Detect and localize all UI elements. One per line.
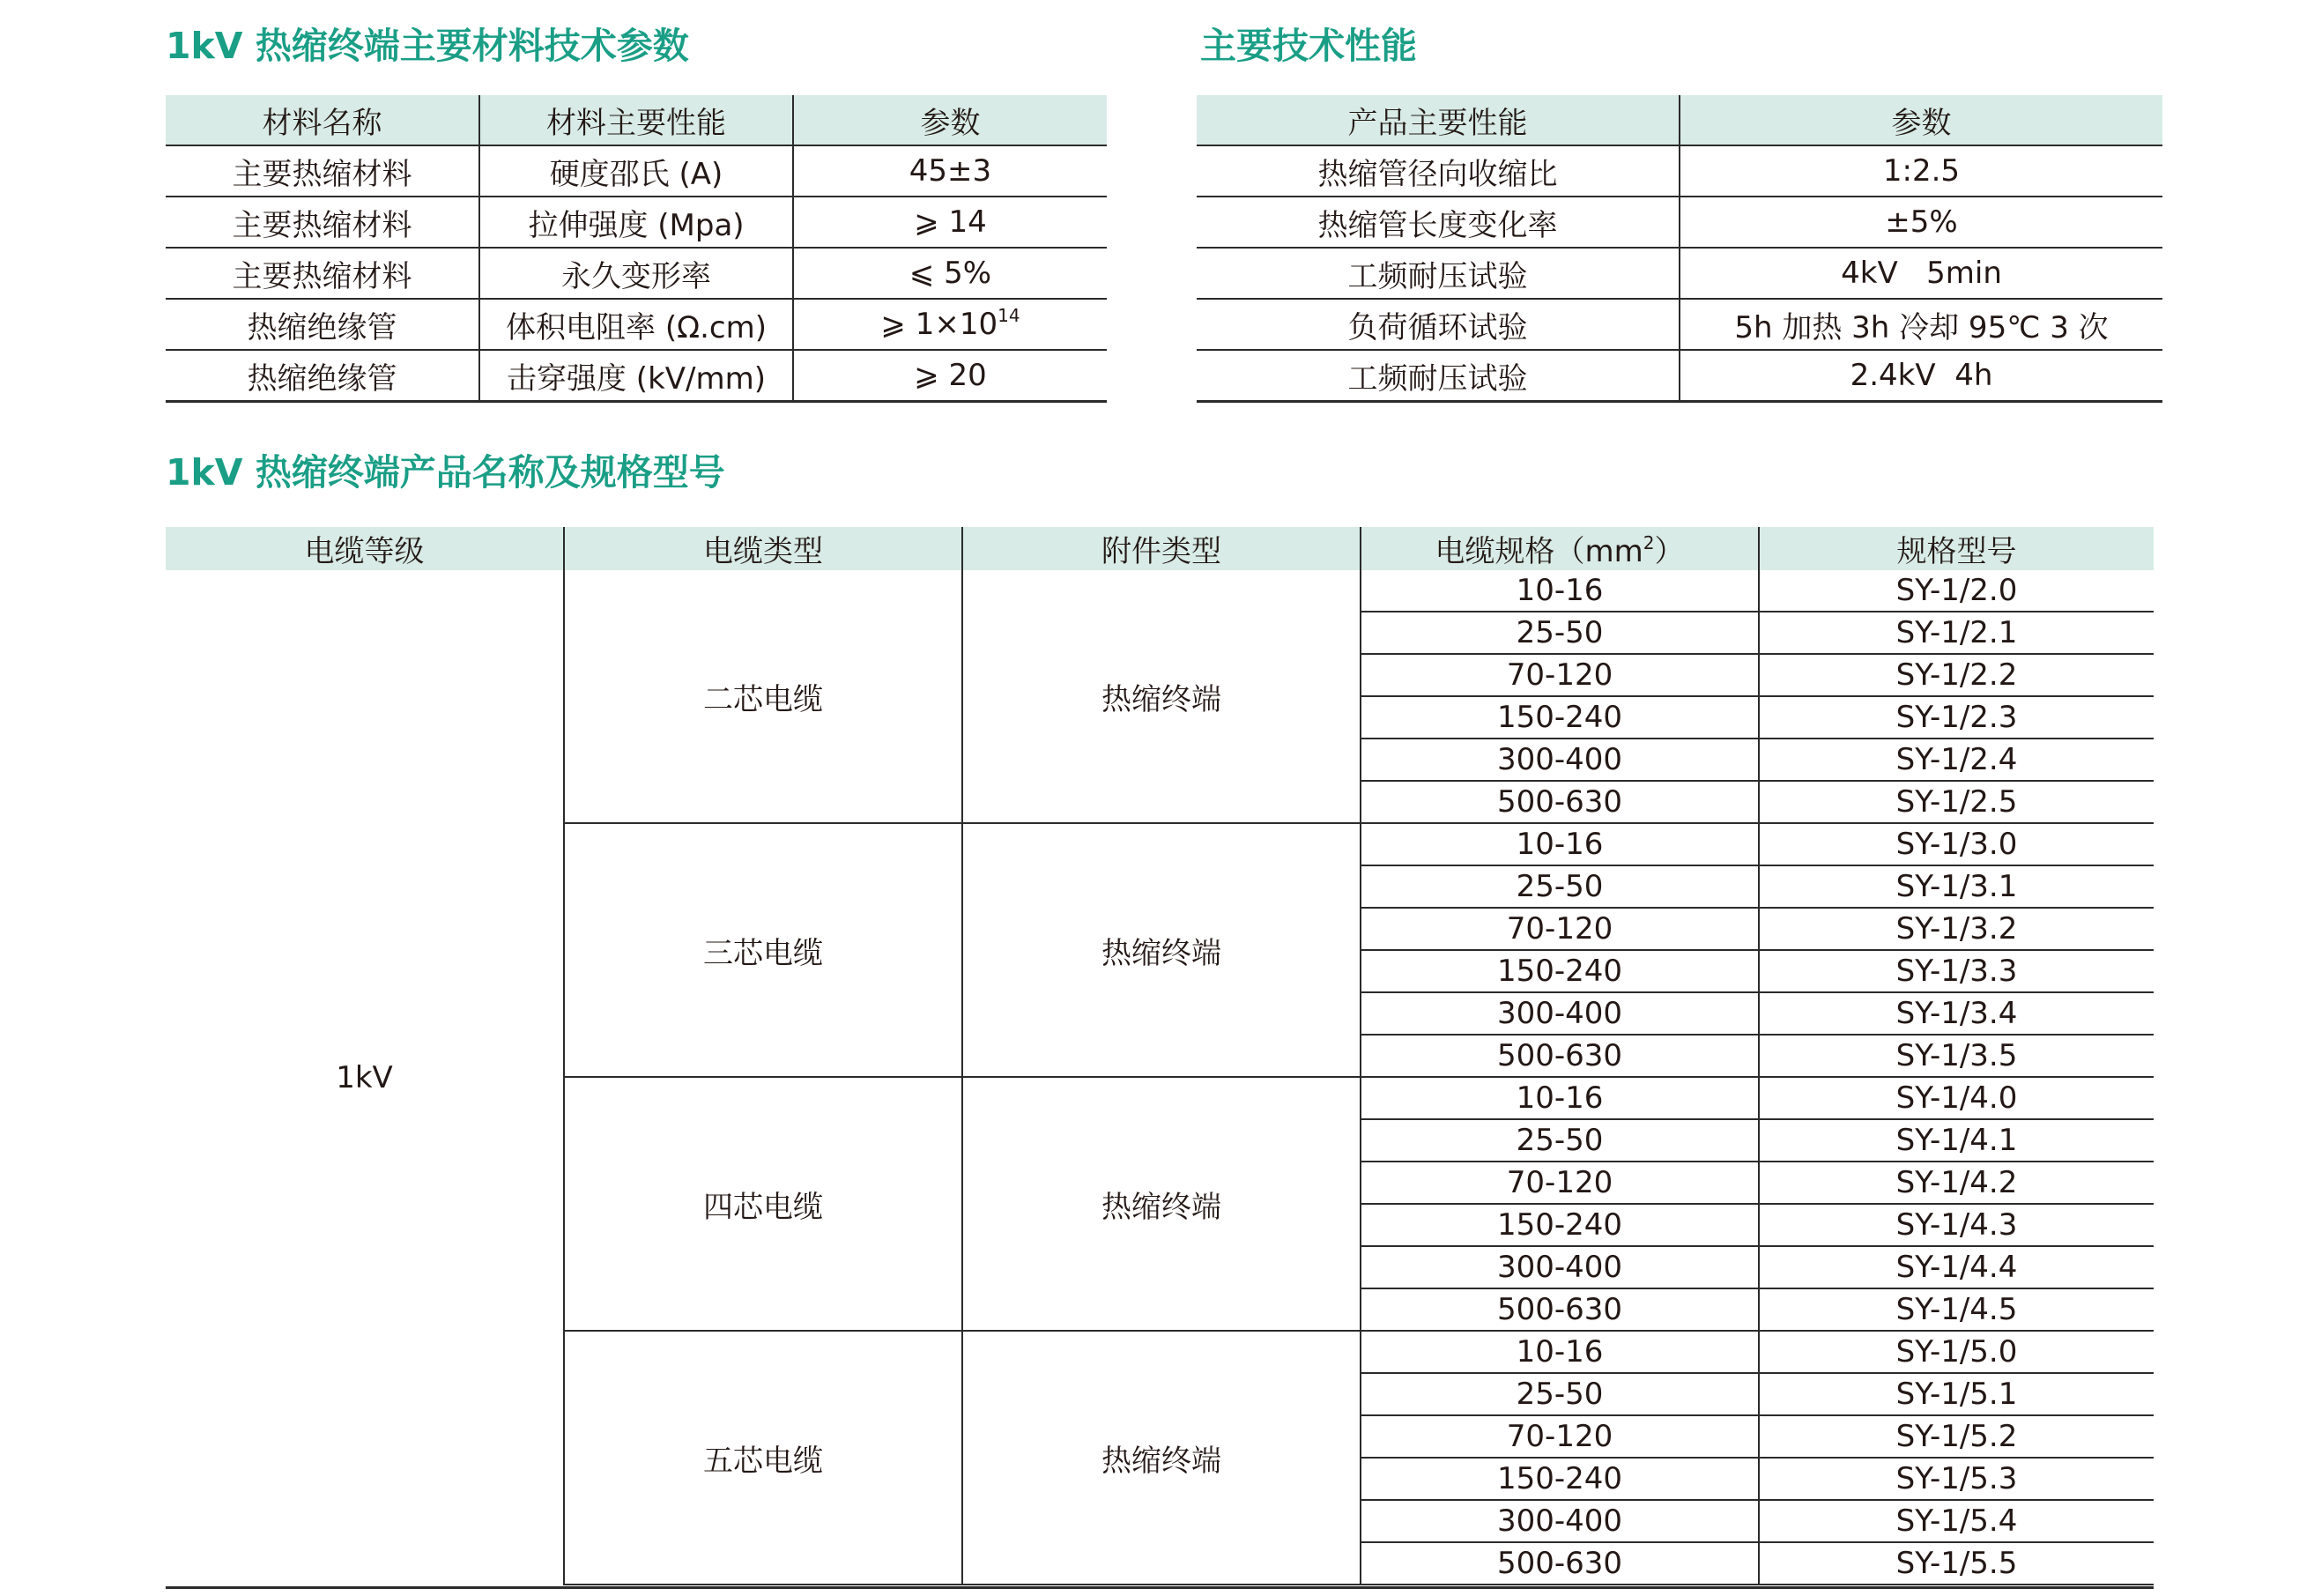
material-property-cell: 永久变形率 xyxy=(479,248,793,299)
material-property-cell: 拉伸强度 (Mpa) xyxy=(479,197,793,248)
performance-value-cell: 2.4kV 4h xyxy=(1680,350,2162,402)
header-spec-exponent: 2 xyxy=(1643,532,1655,553)
table-header-row xyxy=(166,527,2154,570)
header-material-name: 材料名称 xyxy=(166,95,479,145)
material-value-cell xyxy=(793,299,1107,350)
performance-value-cell: ±5% xyxy=(1680,197,2162,248)
table-row xyxy=(1197,299,2162,350)
material-name-cell: 主要热缩材料 xyxy=(166,145,479,197)
cable-type-cell: 二芯电缆 xyxy=(564,570,962,823)
model-cell: SY-1/2.0 xyxy=(1759,570,2154,612)
table-row xyxy=(166,197,1107,248)
model-cell: SY-1/4.1 xyxy=(1759,1119,2154,1162)
model-cell: SY-1/2.4 xyxy=(1759,739,2154,781)
exponent: 14 xyxy=(998,305,1020,326)
material-property-cell: 体积电阻率 (Ω.cm) xyxy=(479,299,793,350)
cable-level-cell: 1kV xyxy=(336,1059,393,1095)
header-material-property: 材料主要性能 xyxy=(479,95,793,145)
performance-title: 主要技术性能 xyxy=(1200,25,1417,67)
performance-item-cell: 热缩管径向收缩比 xyxy=(1197,145,1680,197)
material-value-cell: ⩾ 14 xyxy=(793,197,1107,248)
cable-spec-cell: 10-16 xyxy=(1361,823,1759,865)
cable-spec-cell: 10-16 xyxy=(1361,1331,1759,1373)
performance-item-cell: 负荷循环试验 xyxy=(1197,299,1680,350)
model-cell: SY-1/2.1 xyxy=(1759,612,2154,654)
model-cell: SY-1/3.0 xyxy=(1759,823,2154,865)
header-model: 规格型号 xyxy=(1759,527,2154,570)
table-row xyxy=(166,248,1107,299)
header-spec-text: 电缆规格（mm xyxy=(1435,534,1643,569)
model-cell: SY-1/5.0 xyxy=(1759,1331,2154,1373)
material-property-cell: 击穿强度 (kV/mm) xyxy=(479,350,793,402)
accessory-type-cell: 热缩终端 xyxy=(962,1331,1361,1585)
table-row xyxy=(166,350,1107,402)
model-cell: SY-1/2.2 xyxy=(1759,654,2154,696)
header-material-value: 参数 xyxy=(793,95,1107,145)
model-cell: SY-1/4.3 xyxy=(1759,1204,2154,1246)
table-header-row xyxy=(166,95,1107,145)
header-cable-type: 电缆类型 xyxy=(564,527,962,570)
performance-item-cell: 工频耐压试验 xyxy=(1197,350,1680,402)
model-cell: SY-1/5.3 xyxy=(1759,1458,2154,1500)
material-value-cell: ⩽ 5% xyxy=(793,248,1107,299)
products-table xyxy=(166,527,2154,1585)
cable-spec-cell: 500-630 xyxy=(1361,1542,1759,1585)
material-value-cell: 45±3 xyxy=(793,145,1107,197)
accessory-type-cell: 热缩终端 xyxy=(962,1077,1361,1331)
cable-spec-cell: 25-50 xyxy=(1361,1373,1759,1415)
cable-spec-cell: 25-50 xyxy=(1361,612,1759,654)
cable-type-cell: 五芯电缆 xyxy=(564,1331,962,1585)
cable-type-cell: 四芯电缆 xyxy=(564,1077,962,1331)
header-performance-value: 参数 xyxy=(1680,95,2162,145)
cable-spec-cell: 25-50 xyxy=(1361,865,1759,908)
header-accessory-type: 附件类型 xyxy=(962,527,1361,570)
cable-spec-cell: 70-120 xyxy=(1361,1162,1759,1204)
table-row xyxy=(1197,197,2162,248)
cable-type-cell: 三芯电缆 xyxy=(564,823,962,1077)
material-value-cell: ⩾ 20 xyxy=(793,350,1107,402)
model-cell: SY-1/3.1 xyxy=(1759,865,2154,908)
table-row xyxy=(1197,248,2162,299)
cable-spec-cell: 150-240 xyxy=(1361,696,1759,739)
header-cable-level: 电缆等级 xyxy=(166,527,564,570)
model-cell: SY-1/2.3 xyxy=(1759,696,2154,739)
model-cell: SY-1/3.3 xyxy=(1759,950,2154,992)
cable-spec-cell: 150-240 xyxy=(1361,950,1759,992)
performance-table xyxy=(1197,95,2162,403)
model-cell: SY-1/4.2 xyxy=(1759,1162,2154,1204)
model-cell: SY-1/2.5 xyxy=(1759,781,2154,823)
model-cell: SY-1/3.5 xyxy=(1759,1035,2154,1077)
cable-spec-cell: 10-16 xyxy=(1361,570,1759,612)
cable-spec-cell: 500-630 xyxy=(1361,781,1759,823)
cable-spec-cell: 25-50 xyxy=(1361,1119,1759,1162)
model-cell: SY-1/4.4 xyxy=(1759,1246,2154,1288)
table-row xyxy=(166,299,1107,350)
model-cell: SY-1/4.5 xyxy=(1759,1288,2154,1331)
cable-spec-cell: 150-240 xyxy=(1361,1458,1759,1500)
model-cell: SY-1/3.4 xyxy=(1759,992,2154,1035)
model-cell: SY-1/3.2 xyxy=(1759,908,2154,950)
cable-spec-cell: 300-400 xyxy=(1361,992,1759,1035)
performance-item-cell: 工频耐压试验 xyxy=(1197,248,1680,299)
model-cell: SY-1/5.4 xyxy=(1759,1500,2154,1542)
cable-spec-cell: 300-400 xyxy=(1361,1246,1759,1288)
table-header-row xyxy=(1197,95,2162,145)
model-cell: SY-1/5.1 xyxy=(1759,1373,2154,1415)
header-performance-item: 产品主要性能 xyxy=(1197,95,1680,145)
performance-value-cell: 5h 加热 3h 冷却 95℃ 3 次 xyxy=(1680,299,2162,350)
cable-spec-cell: 10-16 xyxy=(1361,1077,1759,1119)
cable-spec-cell: 70-120 xyxy=(1361,908,1759,950)
table-row xyxy=(166,570,2154,612)
accessory-type-cell: 热缩终端 xyxy=(962,823,1361,1077)
cable-spec-cell: 300-400 xyxy=(1361,739,1759,781)
cable-spec-cell: 300-400 xyxy=(1361,1500,1759,1542)
material-property-cell: 硬度邵氏 (A) xyxy=(479,145,793,197)
cable-spec-cell: 500-630 xyxy=(1361,1035,1759,1077)
table-row xyxy=(166,145,1107,197)
header-cable-spec xyxy=(1361,527,1759,570)
header-spec-close: ） xyxy=(1654,534,1685,569)
cable-spec-cell: 500-630 xyxy=(1361,1288,1759,1331)
model-cell: SY-1/4.0 xyxy=(1759,1077,2154,1119)
performance-value-cell: 4kV 5min xyxy=(1680,248,2162,299)
material-name-cell: 主要热缩材料 xyxy=(166,197,479,248)
cable-spec-cell: 150-240 xyxy=(1361,1204,1759,1246)
materials-table xyxy=(166,95,1107,403)
model-cell: SY-1/5.2 xyxy=(1759,1415,2154,1458)
materials-title: 1kV 热缩终端主要材料技术参数 xyxy=(166,25,689,67)
material-name-cell: 热缩绝缘管 xyxy=(166,299,479,350)
value-text: ⩾ 1×10 xyxy=(880,307,998,342)
material-name-cell: 热缩绝缘管 xyxy=(166,350,479,402)
performance-item-cell: 热缩管长度变化率 xyxy=(1197,197,1680,248)
performance-value-cell: 1:2.5 xyxy=(1680,145,2162,197)
accessory-type-cell: 热缩终端 xyxy=(962,570,1361,823)
model-cell: SY-1/5.5 xyxy=(1759,1542,2154,1585)
material-name-cell: 主要热缩材料 xyxy=(166,248,479,299)
table-row xyxy=(1197,350,2162,402)
cable-spec-cell: 70-120 xyxy=(1361,654,1759,696)
table-row xyxy=(1197,145,2162,197)
products-title: 1kV 热缩终端产品名称及规格型号 xyxy=(166,451,725,494)
table-bottom-rule xyxy=(166,1586,2154,1589)
cable-spec-cell: 70-120 xyxy=(1361,1415,1759,1458)
